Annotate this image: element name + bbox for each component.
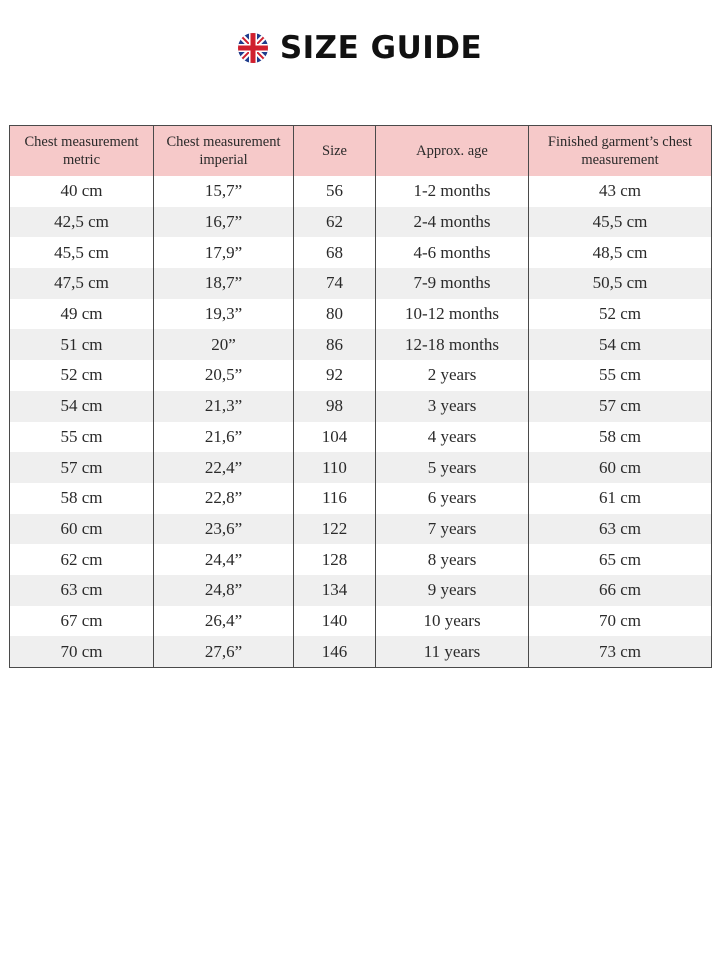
cell-approx-age: 2 years — [376, 360, 529, 391]
column-header-approx-age: Approx. age — [376, 126, 529, 177]
cell-size: 128 — [294, 544, 376, 575]
cell-chest-metric: 54 cm — [10, 391, 154, 422]
cell-chest-metric: 67 cm — [10, 606, 154, 637]
cell-approx-age: 1-2 months — [376, 176, 529, 207]
table-header-row — [10, 126, 712, 177]
cell-chest-imperial: 21,3” — [154, 391, 294, 422]
column-header-chest-imperial: Chest measurement imperial — [154, 126, 294, 177]
table-row — [10, 514, 712, 545]
cell-finished-chest: 52 cm — [529, 299, 712, 330]
cell-finished-chest: 58 cm — [529, 422, 712, 453]
cell-size: 92 — [294, 360, 376, 391]
cell-size: 62 — [294, 207, 376, 238]
cell-approx-age: 7-9 months — [376, 268, 529, 299]
column-header-chest-metric: Chest measurement metric — [10, 126, 154, 177]
cell-chest-metric: 70 cm — [10, 636, 154, 667]
cell-finished-chest: 57 cm — [529, 391, 712, 422]
cell-chest-metric: 55 cm — [10, 422, 154, 453]
cell-chest-imperial: 22,4” — [154, 452, 294, 483]
table-row — [10, 422, 712, 453]
cell-approx-age: 12-18 months — [376, 329, 529, 360]
cell-finished-chest: 43 cm — [529, 176, 712, 207]
cell-approx-age: 8 years — [376, 544, 529, 575]
cell-chest-imperial: 20,5” — [154, 360, 294, 391]
table-row — [10, 237, 712, 268]
cell-chest-imperial: 24,8” — [154, 575, 294, 606]
cell-size: 80 — [294, 299, 376, 330]
cell-approx-age: 6 years — [376, 483, 529, 514]
table-row — [10, 299, 712, 330]
table-row — [10, 452, 712, 483]
cell-approx-age: 10-12 months — [376, 299, 529, 330]
cell-chest-metric: 62 cm — [10, 544, 154, 575]
cell-chest-metric: 60 cm — [10, 514, 154, 545]
cell-chest-imperial: 19,3” — [154, 299, 294, 330]
table-row — [10, 575, 712, 606]
column-header-finished-chest: Finished garment’s chest measurement — [529, 126, 712, 177]
cell-chest-imperial: 24,4” — [154, 544, 294, 575]
cell-chest-metric: 40 cm — [10, 176, 154, 207]
table-row — [10, 176, 712, 207]
cell-finished-chest: 48,5 cm — [529, 237, 712, 268]
cell-chest-metric: 51 cm — [10, 329, 154, 360]
cell-size: 104 — [294, 422, 376, 453]
cell-approx-age: 4-6 months — [376, 237, 529, 268]
cell-chest-imperial: 27,6” — [154, 636, 294, 667]
cell-size: 56 — [294, 176, 376, 207]
table-row — [10, 606, 712, 637]
cell-chest-imperial: 21,6” — [154, 422, 294, 453]
table-row — [10, 268, 712, 299]
cell-size: 110 — [294, 452, 376, 483]
cell-chest-imperial: 16,7” — [154, 207, 294, 238]
cell-approx-age: 2-4 months — [376, 207, 529, 238]
cell-finished-chest: 55 cm — [529, 360, 712, 391]
cell-chest-imperial: 23,6” — [154, 514, 294, 545]
cell-finished-chest: 70 cm — [529, 606, 712, 637]
cell-chest-metric: 42,5 cm — [10, 207, 154, 238]
table-row — [10, 544, 712, 575]
cell-size: 146 — [294, 636, 376, 667]
cell-chest-imperial: 18,7” — [154, 268, 294, 299]
cell-approx-age: 9 years — [376, 575, 529, 606]
table-row — [10, 360, 712, 391]
page-title: SIZE GUIDE — [279, 30, 483, 66]
cell-chest-imperial: 26,4” — [154, 606, 294, 637]
table-row — [10, 329, 712, 360]
cell-chest-imperial: 15,7” — [154, 176, 294, 207]
cell-approx-age: 10 years — [376, 606, 529, 637]
cell-chest-imperial: 17,9” — [154, 237, 294, 268]
cell-finished-chest: 66 cm — [529, 575, 712, 606]
cell-finished-chest: 73 cm — [529, 636, 712, 667]
table-row — [10, 391, 712, 422]
uk-flag-icon — [238, 33, 268, 63]
cell-size: 68 — [294, 237, 376, 268]
table-row — [10, 636, 712, 667]
cell-size: 134 — [294, 575, 376, 606]
cell-size: 116 — [294, 483, 376, 514]
cell-size: 122 — [294, 514, 376, 545]
cell-finished-chest: 45,5 cm — [529, 207, 712, 238]
cell-chest-metric: 45,5 cm — [10, 237, 154, 268]
cell-finished-chest: 65 cm — [529, 544, 712, 575]
cell-chest-metric: 49 cm — [10, 299, 154, 330]
cell-chest-imperial: 20” — [154, 329, 294, 360]
cell-chest-metric: 58 cm — [10, 483, 154, 514]
page-header — [0, 28, 720, 68]
cell-approx-age: 7 years — [376, 514, 529, 545]
size-guide-table — [9, 125, 712, 668]
cell-size: 74 — [294, 268, 376, 299]
cell-finished-chest: 61 cm — [529, 483, 712, 514]
cell-size: 86 — [294, 329, 376, 360]
table-row — [10, 483, 712, 514]
cell-chest-metric: 63 cm — [10, 575, 154, 606]
cell-finished-chest: 60 cm — [529, 452, 712, 483]
cell-finished-chest: 54 cm — [529, 329, 712, 360]
cell-approx-age: 4 years — [376, 422, 529, 453]
table-row — [10, 207, 712, 238]
cell-chest-metric: 52 cm — [10, 360, 154, 391]
cell-size: 140 — [294, 606, 376, 637]
cell-approx-age: 3 years — [376, 391, 529, 422]
cell-finished-chest: 63 cm — [529, 514, 712, 545]
cell-approx-age: 5 years — [376, 452, 529, 483]
cell-approx-age: 11 years — [376, 636, 529, 667]
cell-finished-chest: 50,5 cm — [529, 268, 712, 299]
cell-chest-metric: 47,5 cm — [10, 268, 154, 299]
cell-chest-imperial: 22,8” — [154, 483, 294, 514]
cell-chest-metric: 57 cm — [10, 452, 154, 483]
column-header-size: Size — [294, 126, 376, 177]
cell-size: 98 — [294, 391, 376, 422]
